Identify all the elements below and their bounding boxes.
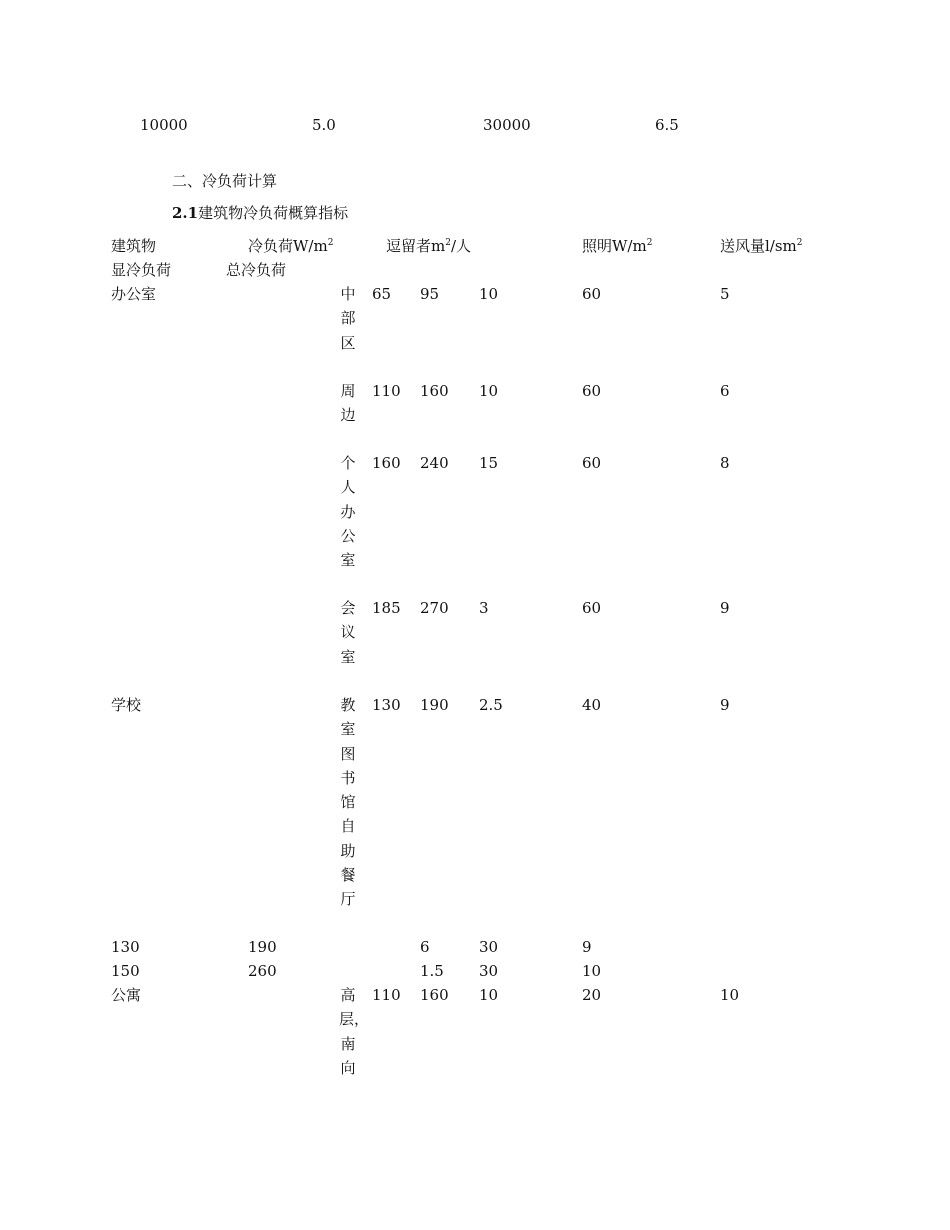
apartment-supply: 10 [720,986,740,1004]
office-meeting-total: 270 [420,599,449,617]
header-building: 建筑物 [111,237,157,255]
school-area: 教室图书馆自助餐厅 [340,696,356,909]
office-private-total: 240 [420,454,449,472]
school-extra-2-sensible: 150 [111,962,140,980]
header-supply-air-text: 送风量l/sm [720,237,797,255]
section-heading: 二、冷负荷计算 [172,172,278,190]
office-private-sensible: 160 [372,454,401,472]
header-occupancy-text: 逗留者m [386,237,446,255]
office-private-occupancy: 15 [479,454,499,472]
apartment-sensible: 110 [372,986,401,1004]
office-perimeter-lighting: 60 [582,382,602,400]
header-occupancy [386,234,471,258]
school-extra-1-sensible: 130 [111,938,140,956]
apartment-lighting: 20 [582,986,602,1004]
header-occupancy-tail: /人 [450,237,472,255]
school-total: 190 [420,696,449,714]
school-lighting: 40 [582,696,602,714]
school-supply: 9 [720,696,730,714]
office-central-total: 95 [420,285,440,303]
office-private-lighting: 60 [582,454,602,472]
header-supply-air-sup: 2 [796,238,803,248]
top-row-value-4: 6.5 [655,116,679,134]
office-perimeter-supply: 6 [720,382,730,400]
office-area-central: 中部区 [340,285,356,352]
apartment-area: 高层，南向 [339,986,370,1077]
top-row-value-1: 10000 [140,116,188,134]
office-private-supply: 8 [720,454,730,472]
header-cooling-load-sup: 2 [327,238,334,248]
office-central-sensible: 65 [372,285,392,303]
office-meeting-sensible: 185 [372,599,401,617]
office-area-perimeter: 周边 [340,382,356,425]
header-lighting-text: 照明W/m [582,237,647,255]
header-cooling-load-text: 冷负荷W/m [248,237,328,255]
school-extra-1-total: 190 [248,938,277,956]
building-school: 学校 [111,696,142,714]
header-occupancy-sup: 2 [445,238,451,248]
subsection-number: 2.1 [172,204,199,222]
header-supply-air [720,234,803,258]
subsection-heading [172,201,348,225]
office-perimeter-sensible: 110 [372,382,401,400]
school-extra-1-lighting: 30 [479,938,499,956]
header-total-load: 总冷负荷 [226,261,287,279]
office-perimeter-total: 160 [420,382,449,400]
office-area-private: 个人办公室 [340,454,356,570]
building-apartment: 公寓 [111,986,142,1004]
subsection-title: 建筑物冷负荷概算指标 [198,204,349,222]
office-area-meeting: 会议室 [340,599,356,666]
top-row-value-2: 5.0 [312,116,336,134]
header-cooling-load [248,234,333,258]
top-row-value-3: 30000 [483,116,531,134]
school-extra-2-supply: 10 [582,962,602,980]
school-sensible: 130 [372,696,401,714]
apartment-occupancy: 10 [479,986,499,1004]
school-occupancy: 2.5 [479,696,503,714]
office-central-lighting: 60 [582,285,602,303]
school-extra-1-occupancy: 6 [420,938,430,956]
header-lighting [582,234,652,258]
office-central-supply: 5 [720,285,730,303]
school-extra-2-lighting: 30 [479,962,499,980]
office-meeting-occupancy: 3 [479,599,489,617]
building-office: 办公室 [111,285,157,303]
office-central-occupancy: 10 [479,285,499,303]
school-extra-2-occupancy: 1.5 [420,962,444,980]
header-sensible-load: 显冷负荷 [111,261,172,279]
apartment-total: 160 [420,986,449,1004]
school-extra-2-total: 260 [248,962,277,980]
office-meeting-supply: 9 [720,599,730,617]
school-extra-1-supply: 9 [582,938,592,956]
office-meeting-lighting: 60 [582,599,602,617]
office-perimeter-occupancy: 10 [479,382,499,400]
header-lighting-sup: 2 [646,238,653,248]
